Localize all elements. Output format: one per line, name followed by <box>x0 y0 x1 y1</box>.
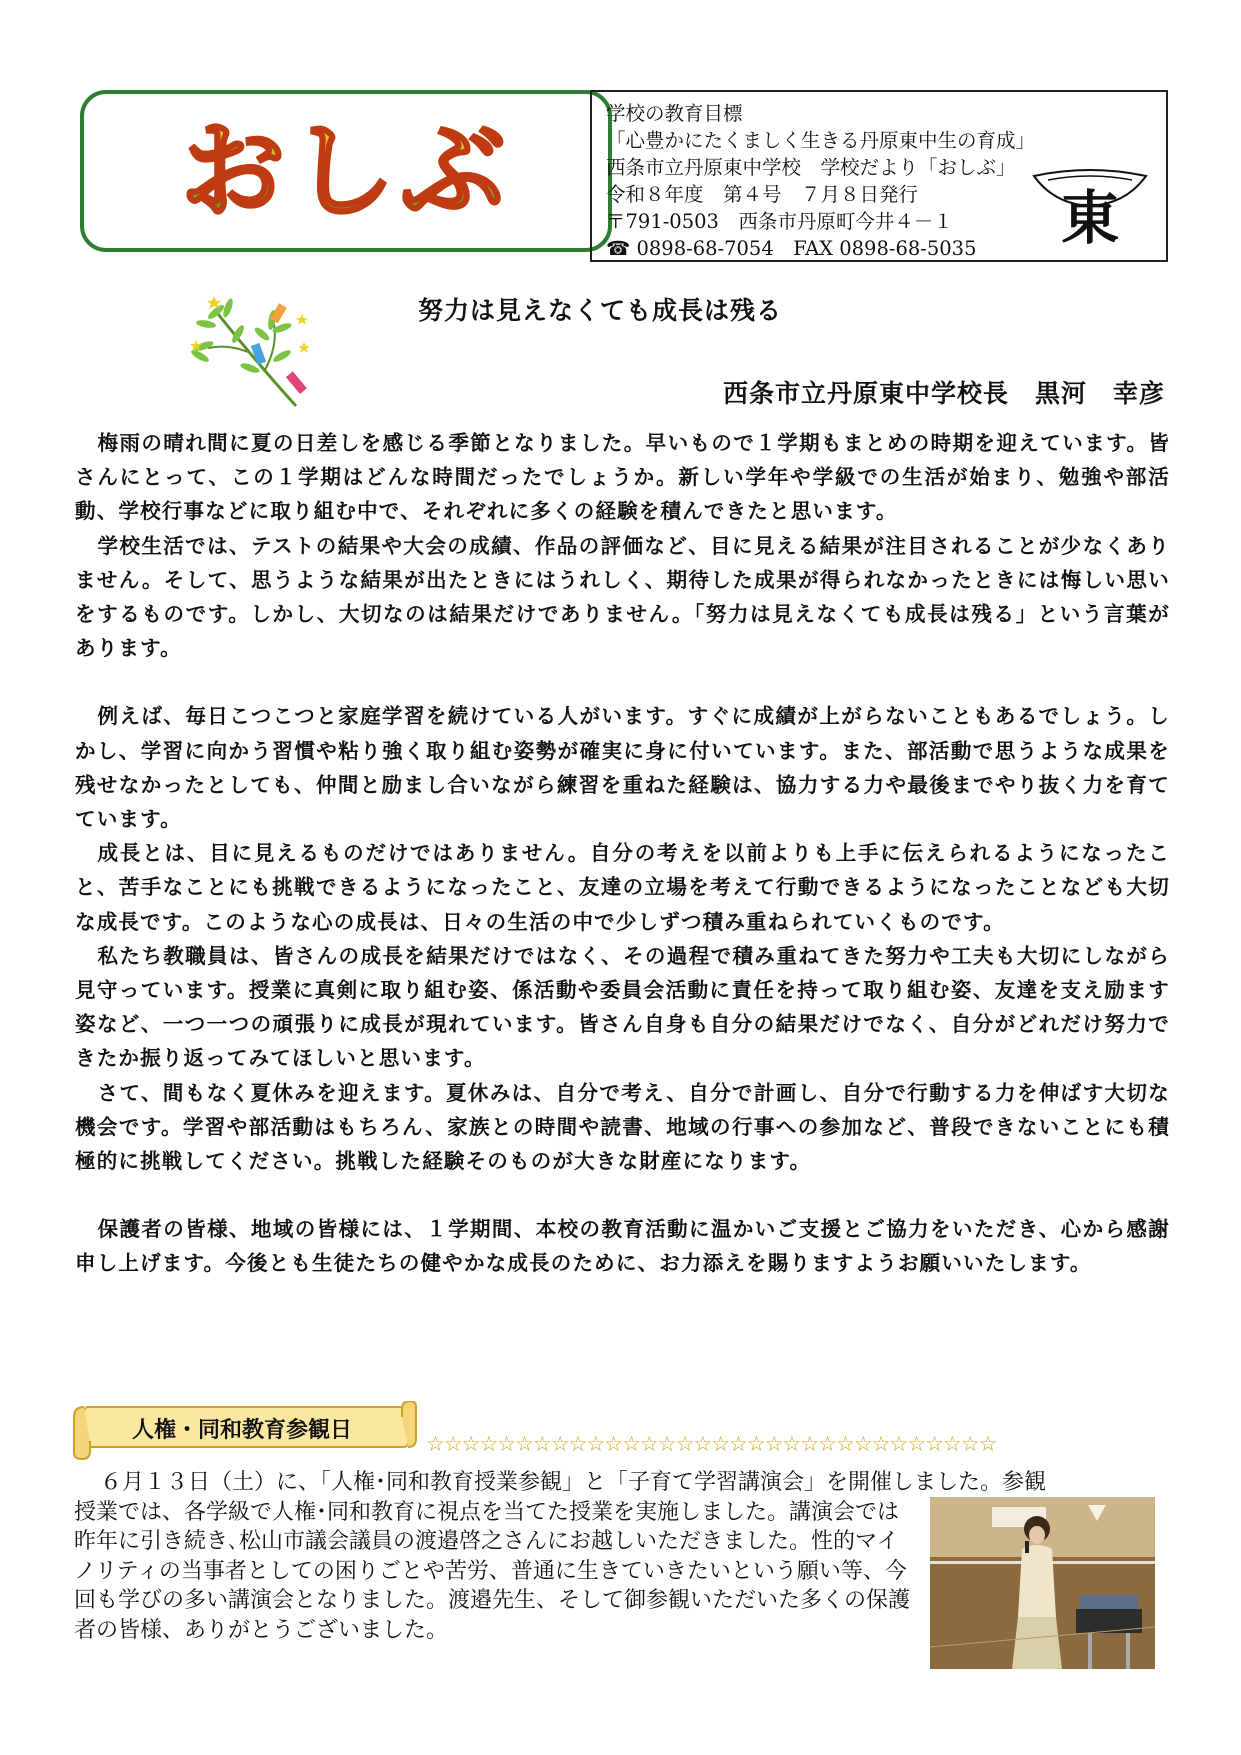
article-paragraph: 学校生活では、テストの結果や大会の成績、作品の評価など、目に見える結果が注目されることが少なくありません。そして、思うような結果が出たときにはうれしく、期待した成果が得られなかったときには悔しい思いをするものです。しかし、大切なのは結果だけでありません。「努力は見えなくても成長は残る」という言葉があります。 <box>75 533 1170 661</box>
article-title: 努力は見えなくても成長は残る <box>418 296 783 325</box>
section-paragraph: 授業では、各学級で人権･同和教育に視点を当てた授業を実施しました。講演会では昨年に引き続き､松山市議会議員の渡邉啓之さんにお越しいただきました。性的マイノリティの当事者としての困りごとや苦労、普通に生きていきたいという願い等、今回も学びの多い講演会となりました。渡邉先生、そして御参観いただいた多くの保護者の皆様、ありがとうございました。 <box>74 1499 911 1643</box>
newsletter-name: 西条市立丹原東中学校 学校だより「おしぶ」 <box>606 156 1016 179</box>
principal-message <box>75 426 1170 1281</box>
lecture-photo <box>930 1497 1155 1669</box>
article-paragraph: 私たち教職員は、皆さんの成長を結果だけではなく、その過程で積み重ねてきた努力や工夫も大切にしながら見守っています。授業に真剣に取り組む姿、係活動や委員会活動に責任を持って取り組む姿、友達を支え励ます姿など、一つ一つの頑張りに成長が現れています。皆さん自身も自分の結果だけでなく、自分がどれだけ努力できたか振り返ってみてほしいと思います。 <box>75 943 1170 1071</box>
newsletter-logo <box>80 90 612 252</box>
school-emblem-icon <box>1030 168 1150 246</box>
article-paragraph: 例えば、毎日こつこつと家庭学習を続けている人がいます。すぐに成績が上がらないこともあるでしょう。しかし、学習に向かう習慣や粘り強く取り組む姿勢が確実に身に付いています。また、部活動で思うような成果を残せなかったとしても、仲間と励まし合いながら練習を重ねた経験は、協力する力や最後までやり抜く力を育てています。 <box>75 704 1170 832</box>
article-paragraph: 梅雨の晴れ間に夏の日差しを感じる季節となりました。早いもので１学期もまとめの時期を迎えています。皆さんにとって、この１学期はどんな時間だったでしょうか。新しい学年や学級での生活が始まり、勉強や部活動、学校行事などに取り組む中で、それぞれに多くの経験を積んできたと思います。 <box>75 431 1170 524</box>
article-paragraph: 保護者の皆様、地域の皆様には、１学期間、本校の教育活動に温かいご支援とご協力をいただき、心から感謝申し上げます。今後とも生徒たちの健やかな成長のために、お力添えを賜りますようお願いいたします。 <box>75 1217 1170 1276</box>
tanabata-bamboo-icon <box>178 294 324 410</box>
phone-fax: ☎ 0898-68-7054 FAX 0898-68-5035 <box>606 237 977 260</box>
star-divider: ☆☆☆☆☆☆☆☆☆☆☆☆☆☆☆☆☆☆☆☆☆☆☆☆☆☆☆☆☆☆☆☆ <box>426 1432 997 1456</box>
school-address: 〒791-0503 西条市丹原町今井４－１ <box>606 210 953 233</box>
section-paragraph-first-line: ６月１３日（土）に、「人権･同和教育授業参観」と「子育て学習講演会」を開催しました。参観 <box>100 1470 1047 1495</box>
emblem-character: 東 <box>1060 184 1120 246</box>
section-title: 人権・同和教育参観日 <box>131 1417 352 1443</box>
issue-info: 令和８年度 第４号 ７月８日発行 <box>606 183 919 206</box>
article-paragraph: 成長とは、目に見えるものだけではありません。自分の考えを以前よりも上手に伝えられるようになったこと、苦手なことにも挑戦できるようになったこと、友達の立場を考えて行動できるようになったことなども大切な成長です。このような心の成長は、日々の生活の中で少しずつ積み重ねられていくものです。 <box>75 841 1170 934</box>
school-info-box <box>590 90 1168 262</box>
article-paragraph: さて、間もなく夏休みを迎えます。夏休みは、自分で考え、自分で計画し、自分で行動する力を伸ばす大切な機会です。学習や部活動はもちろん、家族との時間や読書、地域の行事への参加など、普段できないことにも積極的に挑戦してください。挑戦した経験そのものが大きな財産になります。 <box>75 1080 1170 1174</box>
logo-title: おしぶ <box>180 110 511 232</box>
education-goal: 「心豊かにたくましく生きる丹原東中生の育成」 <box>606 129 1036 152</box>
goal-label: 学校の教育目標 <box>606 102 743 125</box>
article-author: 西条市立丹原東中学校長 黒河 幸彦 <box>722 379 1165 408</box>
